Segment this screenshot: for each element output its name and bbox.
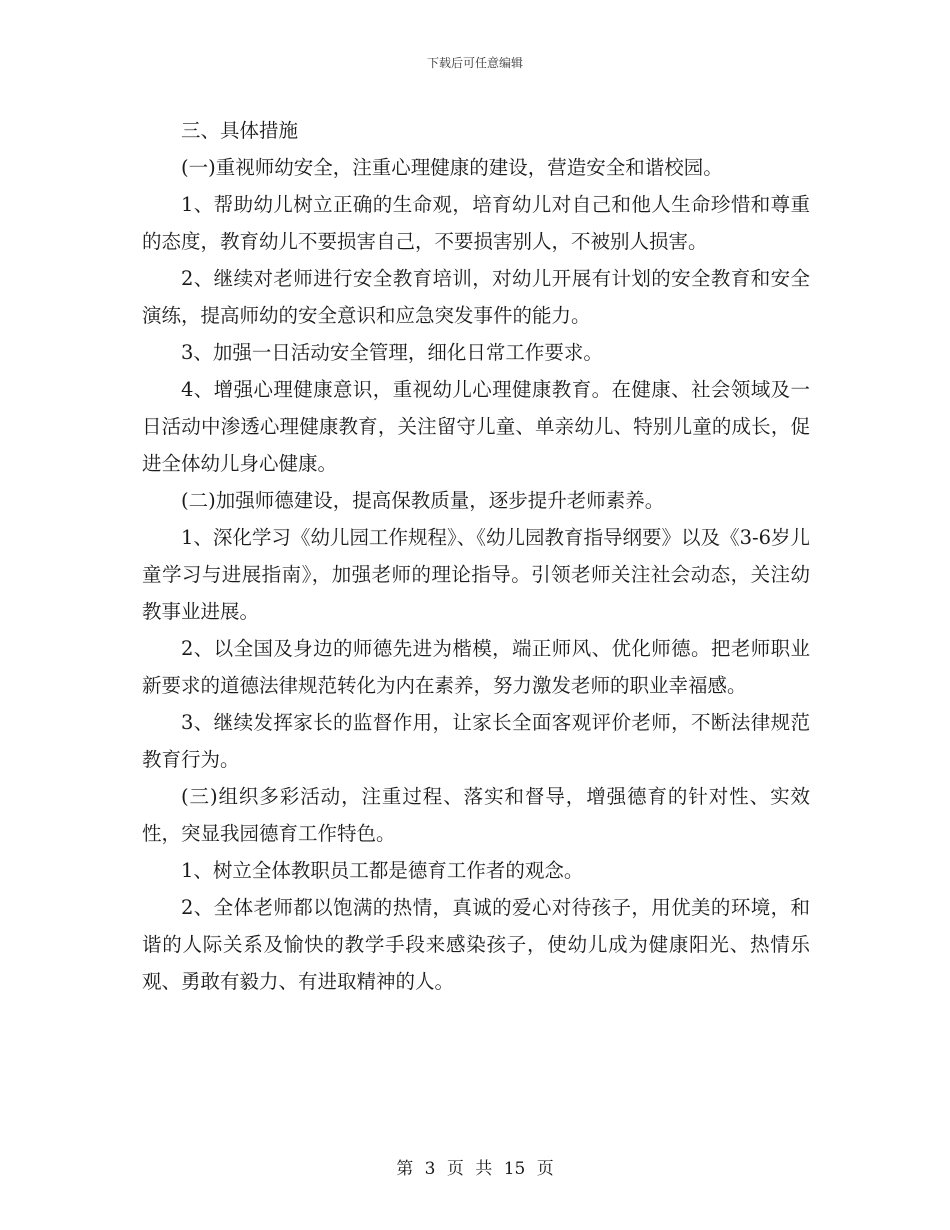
paragraph: 3、继续发挥家长的监督作用，让家长全面客观评价老师，不断法律规范教育行为。 <box>142 711 810 771</box>
document-body <box>142 112 810 1000</box>
paragraph: 2、以全国及身边的师德先进为楷模，端正师风、优化师德。把老师职业新要求的道德法律规范转化为内在素养，努力激发老师的职业幸福感。 <box>142 637 810 697</box>
paragraph: 1、深化学习《幼儿园工作规程》、《幼儿园教育指导纲要》以及《3-6岁儿童学习与进展指南》，加强老师的理论指导。引领老师关注社会动态，关注幼教事业进展。 <box>142 526 810 623</box>
page-header: 下载后可任意编辑 <box>426 56 523 70</box>
paragraph: 2、继续对老师进行安全教育培训，对幼儿开展有计划的安全教育和安全演练，提高师幼的安全意识和应急突发事件的能力。 <box>142 267 810 327</box>
subsection-heading: (三)组织多彩活动，注重过程、落实和督导，增强德育的针对性、实效性，突显我园德育工作特色。 <box>142 785 810 845</box>
paragraph: 1、帮助幼儿树立正确的生命观，培育幼儿对自己和他人生命珍惜和尊重的态度，教育幼儿不要损害自己，不要损害别人，不被别人损害。 <box>142 193 810 253</box>
section-heading: 三、具体措施 <box>181 119 299 142</box>
paragraph: 3、加强一日活动安全管理，细化日常工作要求。 <box>181 341 603 364</box>
paragraph: 1、树立全体教职员工都是德育工作者的观念。 <box>181 859 584 882</box>
paragraph: 4、增强心理健康意识，重视幼儿心理健康教育。在健康、社会领域及一日活动中渗透心理健康教育，关注留守儿童、单亲幼儿、特别儿童的成长，促进全体幼儿身心健康。 <box>142 378 810 475</box>
subsection-heading: (二)加强师德建设，提高保教质量，逐步提升老师素养。 <box>181 489 665 512</box>
page-number: 第 3 页 共 15 页 <box>396 1159 554 1179</box>
paragraph: 2、全体老师都以饱满的热情，真诚的爱心对待孩子，用优美的环境，和谐的人际关系及愉快的教学手段来感染孩子，使幼儿成为健康阳光、热情乐观、勇敢有毅力、有进取精神的人。 <box>142 896 810 993</box>
subsection-heading: (一)重视师幼安全，注重心理健康的建设，营造安全和谐校园。 <box>181 156 723 179</box>
